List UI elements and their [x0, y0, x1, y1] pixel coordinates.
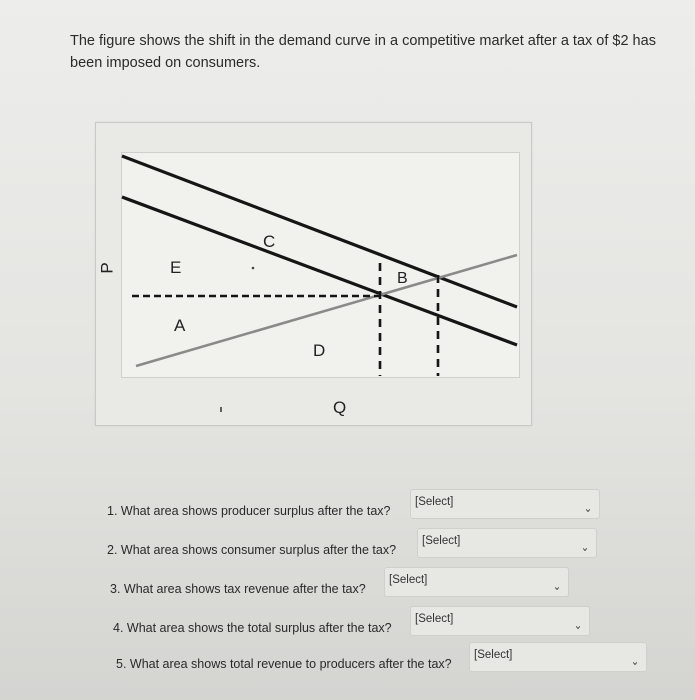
question-4-select[interactable]	[410, 606, 590, 636]
question-5-text: 5. What area shows total revenue to producers after the tax?	[116, 657, 452, 671]
chevron-down-icon: ⌄	[630, 654, 639, 668]
area-label-c: C	[263, 232, 276, 251]
supply-curve	[136, 255, 517, 366]
area-label-a: A	[174, 316, 186, 335]
question-5	[116, 649, 452, 679]
question-4	[113, 613, 392, 643]
area-label-b: B	[397, 270, 408, 287]
area-label-e: E	[170, 258, 182, 277]
chevron-down-icon: ⌄	[573, 618, 582, 632]
chevron-down-icon: ⌄	[580, 540, 589, 554]
problem-description: The figure shows the shift in the demand curve in a competitive market after a tax of $2 has been imposed on consumers.	[70, 33, 656, 71]
question-1-text: 1. What area shows producer surplus after the tax?	[107, 504, 391, 518]
question-3-select[interactable]	[384, 567, 569, 597]
chevron-down-icon: ⌄	[583, 501, 592, 515]
question-2-text: 2. What area shows consumer surplus after the tax?	[107, 543, 397, 557]
select-value: [Select]	[415, 496, 454, 508]
axis-label-price: P	[97, 262, 117, 274]
question-2-select[interactable]	[417, 528, 597, 558]
question-2	[107, 535, 396, 565]
area-label-d: D	[313, 341, 326, 360]
select-value: [Select]	[389, 574, 428, 586]
select-value: [Select]	[474, 649, 513, 661]
question-1-select[interactable]	[410, 489, 600, 519]
question-5-select[interactable]	[469, 642, 647, 672]
question-4-text: 4. What area shows the total surplus after the tax?	[113, 621, 392, 635]
select-value: [Select]	[415, 613, 454, 625]
question-3-text: 3. What area shows tax revenue after the tax?	[110, 582, 366, 596]
demand-curve-original	[122, 156, 517, 307]
question-1	[107, 496, 390, 526]
chevron-down-icon: ⌄	[552, 579, 561, 593]
area-mark-dot	[252, 267, 255, 270]
select-value: [Select]	[422, 535, 461, 547]
question-3	[110, 574, 366, 604]
axis-label-quantity: Q	[333, 398, 347, 417]
